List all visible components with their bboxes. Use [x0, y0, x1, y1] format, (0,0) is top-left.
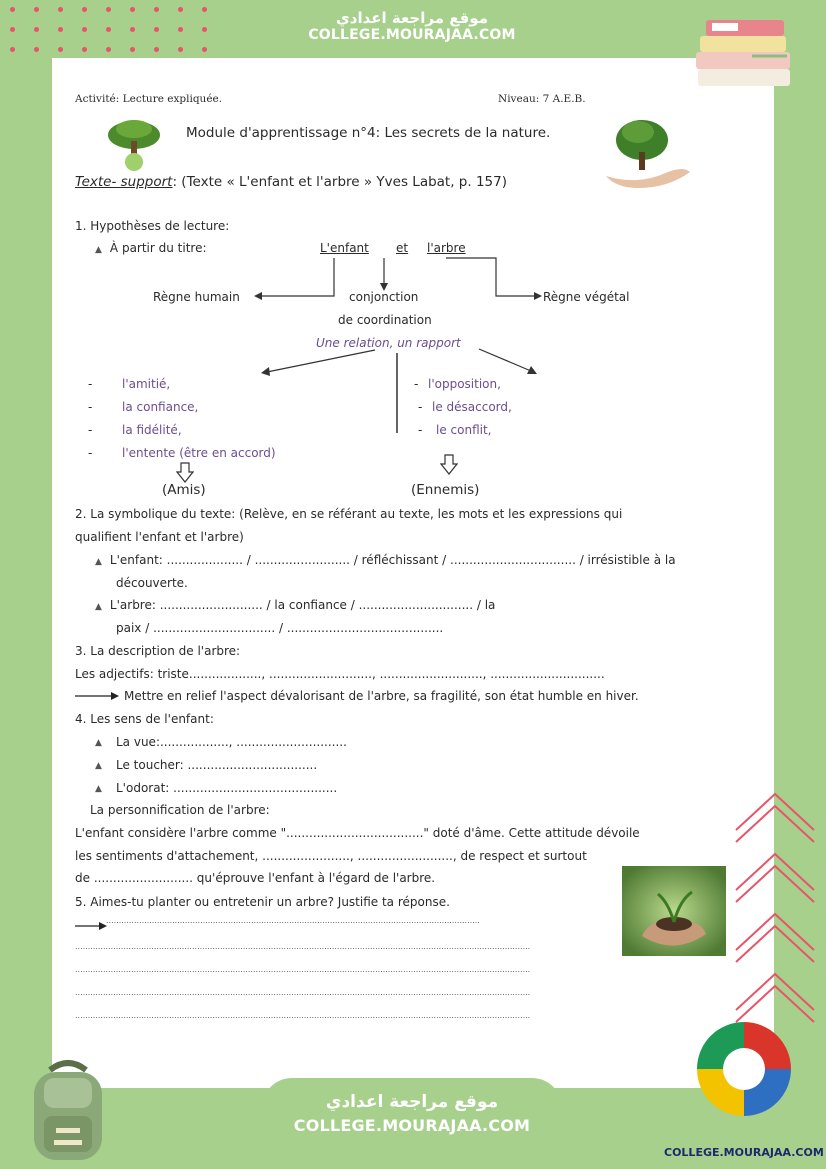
section1-bullet [95, 241, 207, 255]
section2-enfant-line2: découverte. [116, 576, 188, 590]
section3-conclusion: Mettre en relief l'aspect dévalorisant de l'arbre, sa fragilité, son état humble en hiver. [124, 689, 639, 703]
logo-center [723, 1048, 765, 1090]
decorative-dot [178, 47, 183, 52]
sense-item: L'odorat: ........................................... [116, 781, 338, 795]
relation-label: Une relation, un rapport [316, 336, 461, 350]
site-arabic-title-bottom: موقع مراجعة اعدادي [325, 1092, 499, 1112]
left-node: Règne humain [153, 290, 240, 304]
section4-title: 4. Les sens de l'enfant: [75, 712, 214, 726]
answer-line[interactable]: ................................................................................................................................................................................... [75, 988, 531, 997]
list-dash: - [414, 377, 419, 391]
title-word-et: et [396, 241, 409, 255]
decorative-dot [82, 7, 87, 12]
decorative-dot [202, 27, 207, 32]
level-label: Niveau: 7 A.E.B. [498, 93, 586, 105]
section5-title: 5. Aimes-tu planter ou entretenir un arbre? Justifie ta réponse. [75, 895, 450, 909]
enemies-result: (Ennemis) [411, 482, 480, 498]
decorative-dot [178, 7, 183, 12]
section2-arbre-line2: paix / ................................ / ......................................... [116, 621, 444, 635]
site-url[interactable]: COLLEGE.MOURAJAA.COM [308, 27, 516, 43]
hands-plant-image [622, 866, 726, 956]
decorative-dot [10, 47, 15, 52]
site-logo[interactable] [697, 1022, 791, 1116]
friends-list-item: la confiance, [122, 400, 199, 414]
personification-line1: L'enfant considère l'arbre comme "...................................." doté d'âme. Cette attitude dévoile [75, 826, 640, 840]
section2-enfant [95, 553, 676, 567]
down-arrow-icon [176, 462, 194, 484]
site-arabic-title: موقع مراجعة اعدادي [336, 9, 488, 27]
tree-in-hand-icon [598, 116, 694, 192]
answer-line[interactable]: ................................................................................................................................................................................... [75, 965, 531, 974]
bullet-icon: ▲ [95, 761, 102, 771]
enemies-list-item: le désaccord, [432, 400, 512, 414]
long-arrow-icon [75, 690, 121, 702]
sense-item: Le toucher: .................................. [116, 758, 318, 772]
decorative-dot [178, 27, 183, 32]
friends-result: (Amis) [162, 482, 206, 498]
section2-arbre-text: L'arbre: ........................... / la confiance / .............................. / la [109, 598, 496, 612]
top-site-banner[interactable] [264, 0, 560, 52]
decorative-dot [106, 7, 111, 12]
personification-title: La personnification de l'arbre: [90, 803, 270, 817]
decorative-dot [58, 47, 63, 52]
sense-item: La vue:.................., ............................. [116, 735, 347, 749]
friends-list-item: l'entente (être en accord) [122, 446, 276, 460]
decorative-dot [106, 47, 111, 52]
decorative-dot [154, 7, 159, 12]
bullet-icon: ▲ [95, 784, 102, 794]
decorative-dot [130, 27, 135, 32]
short-arrow-icon [75, 920, 109, 932]
decorative-dot [58, 27, 63, 32]
relation-arrows [255, 345, 545, 435]
bullet-icon: ▲ [95, 602, 102, 612]
bottom-site-banner[interactable] [262, 1078, 562, 1148]
backpack-icon [20, 1058, 116, 1162]
section2-arbre [95, 598, 495, 612]
bullet-icon: ▲ [95, 245, 102, 255]
friends-list-item: l'amitié, [122, 377, 171, 391]
decorative-dot [58, 7, 63, 12]
decorative-dot [82, 47, 87, 52]
decorative-dot [34, 27, 39, 32]
decorative-dot [34, 47, 39, 52]
text-support [75, 174, 507, 190]
friends-list-item: la fidélité, [122, 423, 182, 437]
decorative-dot [130, 7, 135, 12]
personification-line2: les sentiments d'attachement, ......................., ........................., de respect et surtout [75, 849, 587, 863]
site-url-bottom[interactable]: COLLEGE.MOURAJAA.COM [293, 1116, 531, 1135]
list-dash: - [88, 446, 93, 460]
answer-line-first[interactable]: ................................................................................................................................................... [106, 916, 480, 925]
section2-enfant-text: L'enfant: .................... / ......................... / réfléchissant / ................................. / irrésistible à la [109, 553, 676, 567]
decorative-dot [10, 7, 15, 12]
diagram-arrows [250, 255, 550, 315]
section1-title: 1. Hypothèses de lecture: [75, 219, 230, 233]
decorative-dot [130, 47, 135, 52]
section3-title: 3. La description de l'arbre: [75, 644, 241, 658]
down-arrow-icon [440, 454, 458, 476]
center-node-line2: de coordination [338, 313, 432, 327]
center-node-line1: conjonction [349, 290, 419, 304]
personification-line3: de .......................... qu'éprouve l'enfant à l'égard de l'arbre. [75, 871, 436, 885]
decorative-dot [202, 47, 207, 52]
decorative-dot [34, 7, 39, 12]
decorative-dot [202, 7, 207, 12]
bullet-icon: ▲ [95, 557, 102, 567]
decorative-dot [82, 27, 87, 32]
title-word-arbre: l'arbre [427, 241, 466, 255]
section3-adjectives: Les adjectifs: triste..................., ..........................., ..........................., .............................. [75, 667, 605, 681]
list-dash: - [88, 400, 93, 414]
right-node: Règne végétal [543, 290, 630, 304]
section2-title-line2: qualifient l'enfant et l'arbre) [75, 530, 244, 544]
bullet-icon: ▲ [95, 738, 102, 748]
books-icon [692, 14, 802, 94]
logo-url[interactable]: COLLEGE.MOURAJAA.COM [664, 1146, 824, 1159]
decorative-dot [154, 47, 159, 52]
decorative-dot [106, 27, 111, 32]
enemies-list-item: le conflit, [436, 423, 492, 437]
text-support-label: Texte- support [75, 174, 173, 190]
activity-label: Activité: Lecture expliquée. [75, 93, 223, 105]
list-dash: - [418, 423, 423, 437]
decorative-dot [154, 27, 159, 32]
section1-bullet-text: À partir du titre: [109, 241, 207, 255]
module-title: Module d'apprentissage n°4: Les secrets de la nature. [186, 125, 551, 141]
chevron-decoration-icon [730, 790, 820, 1030]
decorative-dot [10, 27, 15, 32]
list-dash: - [88, 377, 93, 391]
answer-line[interactable]: ................................................................................................................................................................................... [75, 942, 531, 951]
list-dash: - [418, 400, 423, 414]
enemies-list-item: l'opposition, [428, 377, 501, 391]
title-word-enfant: L'enfant [320, 241, 369, 255]
text-support-source: : (Texte « L'enfant et l'arbre » Yves Labat, p. 157) [172, 174, 507, 190]
answer-line[interactable]: ................................................................................................................................................................................... [75, 1011, 531, 1020]
tree-icon [104, 113, 164, 173]
list-dash: - [88, 423, 93, 437]
section2-title-line1: 2. La symbolique du texte: (Relève, en se référant au texte, les mots et les expressions qui [75, 507, 623, 521]
